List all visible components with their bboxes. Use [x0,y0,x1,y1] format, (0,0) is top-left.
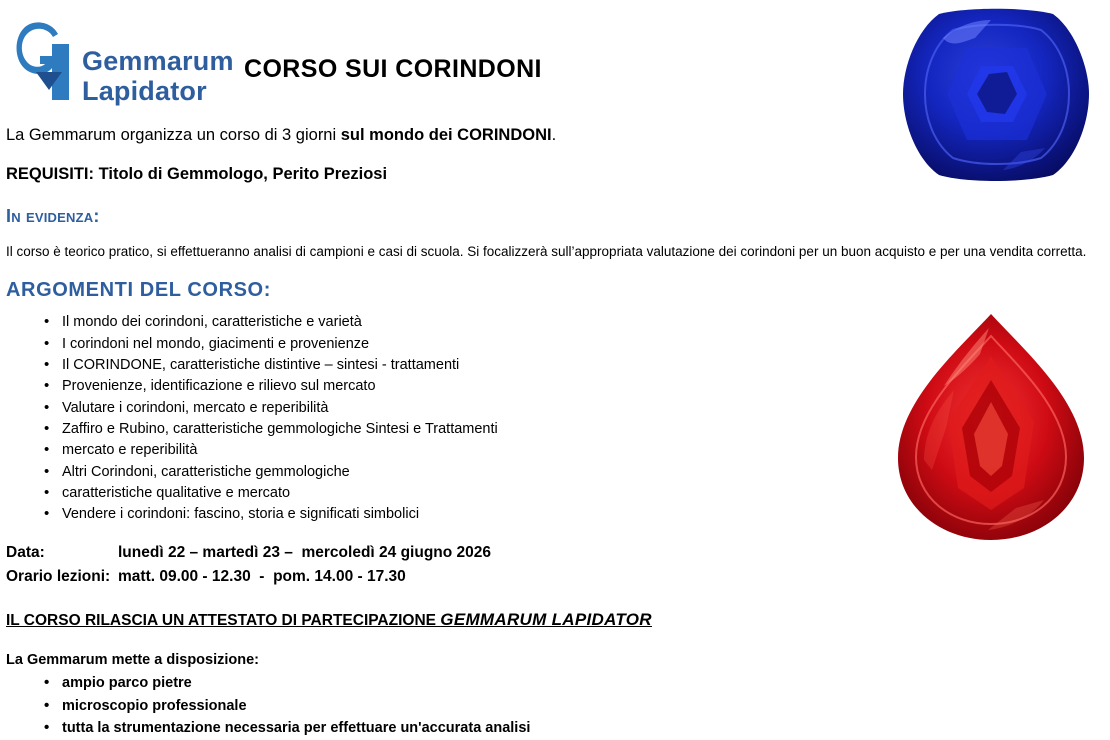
disposizione-heading: La Gemmarum mette a disposizione: [6,651,260,668]
schedule-block [6,541,1104,588]
brand-logo-line1: Gemmarum [82,46,234,76]
list-item: • mercato e reperibilità [62,440,1104,461]
list-item: • tutta la strumentazione necessaria per effettuare un'accurata analisi [62,717,1104,740]
argomenti-list [6,312,1104,525]
evidenza-paragraph: Il corso è teorico pratico, si effettueranno analisi di campioni e casi di scuola. Si focalizzerà sull’appropriata valutazione dei corindoni per un buon acquisto e per una vendita corretta. [6,244,1087,259]
list-item: • Valutare i corindoni, mercato e reperibilità [62,398,1104,419]
attestato-brand: GEMMARUM LAPIDATOR [440,609,652,629]
intro-line [6,126,1104,145]
brand-logo-line2: Lapidator [82,76,207,107]
list-item: • Vendere i corindoni: fascino, storia e significati simbolici [62,504,1104,525]
intro-text-after: . [551,126,557,144]
list-item: • Altri Corindoni, caratteristiche gemmologiche [62,462,1104,483]
list-item: • I corindoni nel mondo, giacimenti e provenienze [62,334,1104,355]
attestato-line [6,610,1104,630]
list-item: • ampio parco pietre [62,672,1104,695]
page-title: CORSO SUI CORINDONI [244,55,542,83]
list-item: • Il CORINDONE, caratteristiche distintive – sintesi - trattamenti [62,355,1104,376]
schedule-date-row [6,541,1104,564]
schedule-time-row [6,565,1104,588]
schedule-date-label: Data: [6,544,45,562]
brand-logo [8,14,238,109]
intro-bold: sul mondo dei CORINDONI [340,126,552,144]
schedule-date-value: lunedì 22 – martedì 23 – mercoledì 24 giugno 2026 [118,544,492,562]
section-heading-evidenza: In evidenza: [6,206,100,226]
intro-text-before: La Gemmarum organizza un corso di 3 giorni [6,126,341,144]
list-item: • microscopio professionale [62,695,1104,718]
brand-logo-text [82,46,234,106]
requisiti-line: REQUISITI: Titolo di Gemmologo, Perito Preziosi [6,165,388,183]
schedule-time-value: matt. 09.00 - 12.30 - pom. 14.00 - 17.30 [118,567,406,585]
list-item: • Provenienze, identificazione e rilievo sul mercato [62,376,1104,397]
disposizione-list [6,672,1104,740]
gemmarum-g-logo-icon [12,14,74,102]
document-body [6,126,1104,740]
list-item: • caratteristiche qualitative e mercato [62,483,1104,504]
list-item: • Il mondo dei corindoni, caratteristiche e varietà [62,312,1104,333]
section-heading-argomenti: ARGOMENTI DEL CORSO: [6,279,271,302]
schedule-time-label: Orario lezioni: [6,567,111,585]
list-item: • Zaffiro e Rubino, caratteristiche gemmologiche Sintesi e Trattamenti [62,419,1104,440]
attestato-text: IL CORSO RILASCIA UN ATTESTATO DI PARTECIPAZIONE [6,611,441,629]
